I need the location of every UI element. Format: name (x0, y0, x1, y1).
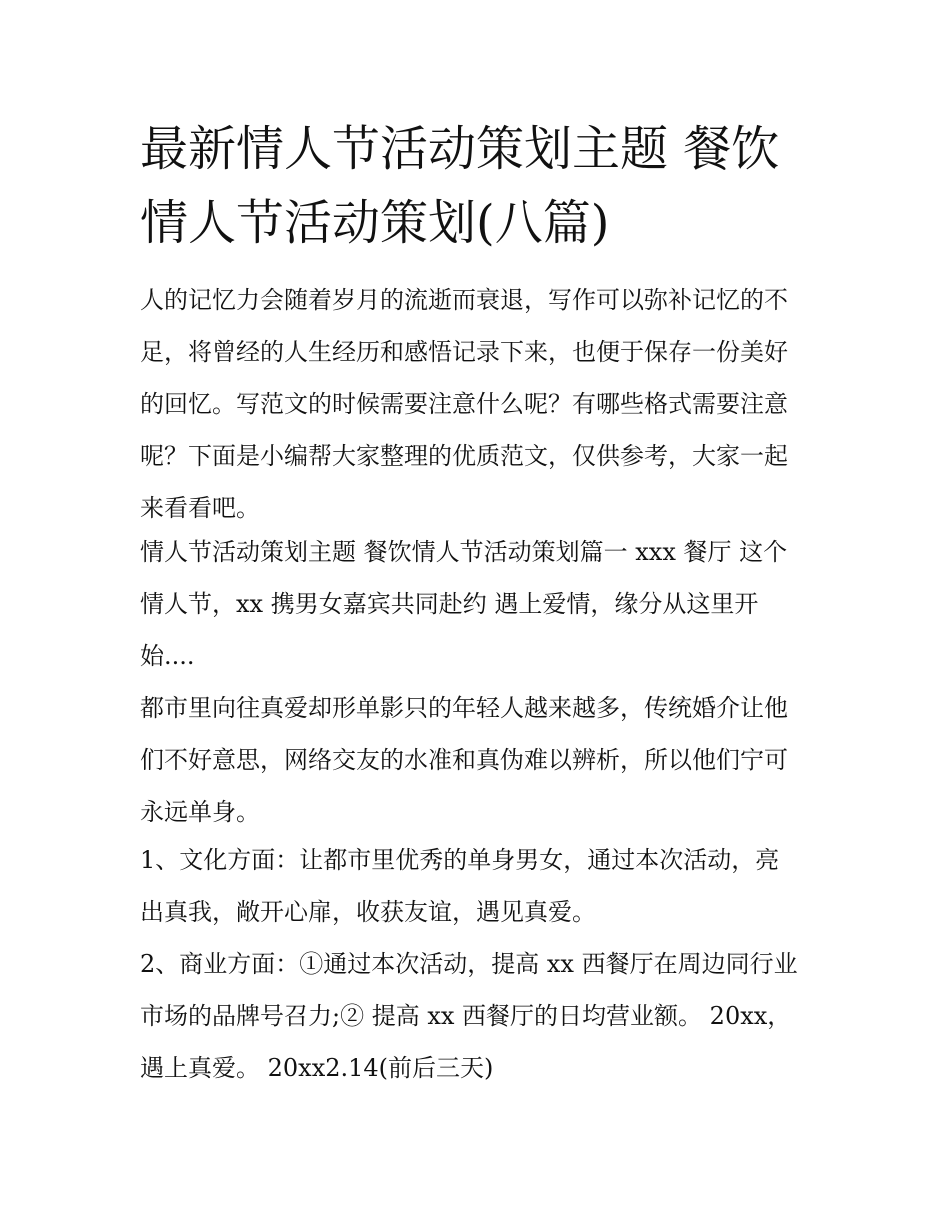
text-line: 遇上真爱。 20xx2.14(前后三天) (140, 1054, 494, 1082)
text-line: 永远单身。 (140, 798, 260, 826)
background-paragraph (140, 682, 820, 838)
list-item-business (140, 938, 820, 1094)
text-line: 市场的品牌号召力;② 提高 xx 西餐厅的日均营业额。 20xx， (140, 1002, 792, 1030)
text-line: 来看看吧。 (140, 494, 260, 522)
text-line: 1、文化方面：让都市里优秀的单身男女，通过本次活动，亮 (140, 846, 780, 874)
document-title (140, 112, 820, 260)
text-line: 情人节活动策划主题 餐饮情人节活动策划篇一 xxx 餐厅 这个 (140, 538, 788, 566)
text-line: 2、商业方面：①通过本次活动，提高 xx 西餐厅在周边同行业 (140, 950, 798, 978)
text-line: 们不好意思，网络交友的水准和真伪难以辨析，所以他们宁可 (140, 746, 788, 774)
text-line: 的回忆。写范文的时候需要注意什么呢？有哪些格式需要注意 (140, 390, 788, 418)
intro-paragraph (140, 274, 820, 534)
text-line: 都市里向往真爱却形单影只的年轻人越来越多，传统婚介让他 (140, 694, 788, 722)
text-line: 人的记忆力会随着岁月的流逝而衰退，写作可以弥补记忆的不 (140, 286, 788, 314)
text-line: 始.... (140, 642, 195, 670)
title-line: 最新情人节活动策划主题 餐饮 (140, 121, 780, 177)
section-heading-paragraph (140, 526, 820, 682)
text-line: 出真我，敞开心扉，收获友谊，遇见真爱。 (140, 898, 596, 926)
title-line: 情人节活动策划(八篇) (140, 195, 610, 251)
text-line: 呢？下面是小编帮大家整理的优质范文，仅供参考，大家一起 (140, 442, 788, 470)
text-line: 情人节，xx 携男女嘉宾共同赴约 遇上爱情，缘分从这里开 (140, 590, 759, 618)
text-line: 足，将曾经的人生经历和感悟记录下来，也便于保存一份美好 (140, 338, 788, 366)
list-item-culture (140, 834, 820, 938)
